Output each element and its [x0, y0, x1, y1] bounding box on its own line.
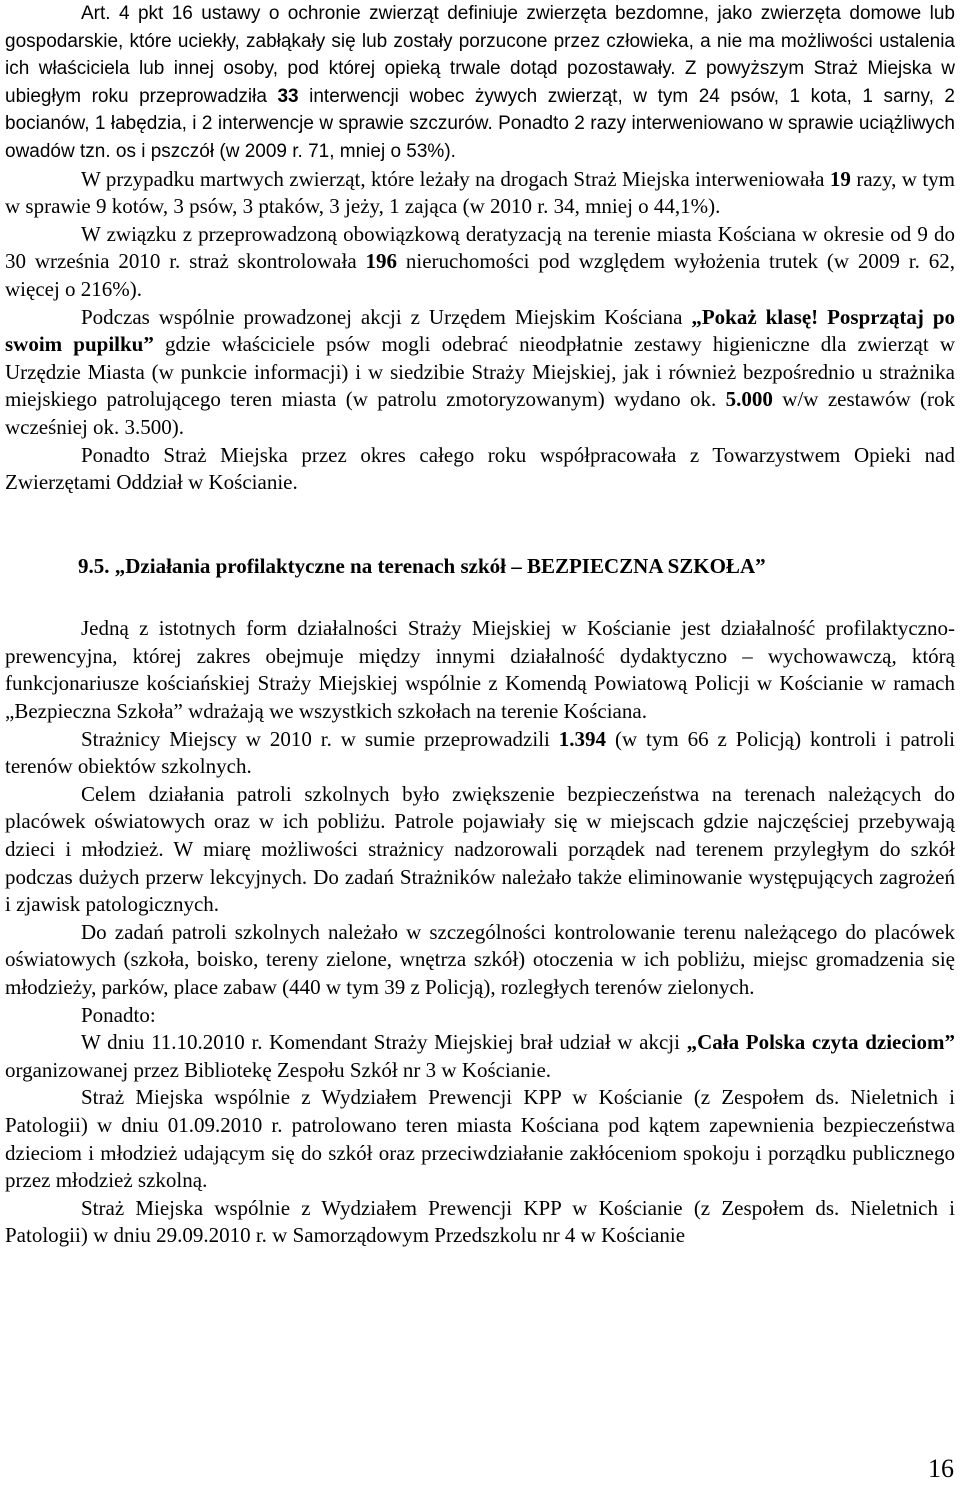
paragraph-ponadto: Ponadto:: [81, 1002, 156, 1027]
paragraph-toz-cooperation: Ponadto Straż Miejska przez okres całego roku współpracowała z Towarzystwem Opieki nad Zwierzętami Oddział w Kościanie.: [5, 442, 955, 495]
paragraph-patrol-0109: Straż Miejska wspólnie z Wydziałem Prewencji KPP w Kościanie (z Zespołem ds. Nieletnich i Patologii) w dniu 01.09.2010 r. patrolowano teren miasta Kościana pod kątem zapewnienia bezpieczeństwa dzieciom i młodzież udającym się do szkół oraz przeciwdziałanie zakłóceniom spokoju i porządku publicznego przez młodzież szkolną.: [5, 1085, 955, 1193]
page-number: 16: [928, 1454, 954, 1483]
paragraph-patrol-count: Strażnicy Miejscy w 2010 r. w sumie przeprowadzili 1.394 (w tym 66 z Policją) kontroli i patroli terenów obiektów szkolnych.: [5, 726, 955, 779]
section-heading: 9.5. „Działania profilaktyczne na terenach szkół – BEZPIECZNA SZKOŁA”: [78, 553, 766, 578]
animals-block: [0, 0, 960, 166]
paragraph-deratization: W związku z przeprowadzoną obowiązkową deratyzacją na terenie miasta Kościana w okresie od 9 do 30 września 2010 r. straż skontrolowała 196 nieruchomości pod względem wyłożenia trutek (w 2009 r. 62, więcej o 216%).: [5, 221, 955, 301]
paragraph-dead-animals: W przypadku martwych zwierząt, które leżały na drogach Straż Miejska interweniowała 19 razy, w tym w sprawie 9 kotów, 3 psów, 3 ptaków, 3 jeży, 1 zająca (w 2010 r. 34, mniej o 44,1%).: [5, 166, 956, 219]
paragraph-reading-action: W dniu 11.10.2010 r. Komendant Straży Miejskiej brał udział w akcji „Cała Polska czyta dzieciom” organizowanej przez Bibliotekę Zespołu Szkół nr 3 w Kościanie.: [5, 1030, 956, 1082]
paragraph-stray-animals: Art. 4 pkt 16 ustawy o ochronie zwierząt definiuje zwierzęta bezdomne, jako zwierzęta domowe lub gospodarskie, które uciekły, zabłąkały się lub zostały porzucone przez człowieka, a nie ma możliwości ustalenia ich właściciela lub innej osoby, pod której opieką trwale dotąd pozostawały. Z powyższym Straż Miejska w ubiegłym roku przeprowadziła 33 interwencji wobec żywych zwierząt, w tym 24 psów, 1 kota, 1 sarny, 2 bocianów, 1 łabędzia, i 2 interwencje w sprawie szczurów. Ponadto 2 razy interweniowano w sprawie uciążliwych owadów tzn. os i pszczół (w 2009 r. 71, mniej o 53%).: [5, 3, 955, 162]
paragraph-pokaz-klase: Podczas wspólnie prowadzonej akcji z Urzędem Miejskim Kościana „Pokaż klasę! Posprzątaj po swoim pupilku” gdzie właściciele psów mogli odebrać nieodpłatnie zestawy higieniczne dla zwierząt w Urzędzie Miasta (w punkcie informacji) i w siedzibie Straży Miejskiej, jak i również bezpośrednio u strażnika miejskiego patrolującego teren miasta (w patrolu zmotoryzowanym) wydano ok. 5.000 w/w zestawów (rok wcześniej ok. 3.500).: [5, 304, 956, 439]
paragraph-patrol-2909: Straż Miejska wspólnie z Wydziałem Prewencji KPP w Kościanie (z Zespołem ds. Nieletnich i Patologii) w dniu 29.09.2010 r. w Samorządowym Przedszkolu nr 4 w Kościanie: [5, 1195, 955, 1248]
paragraph-patrol-tasks: Do zadań patroli szkolnych należało w szczególności kontrolowanie terenu należącego do placówek oświatowych (szkoła, boisko, tereny zielone, wnętrza szkół) otoczenia w ich pobliżu, miejsc gromadzenia się młodzieży, parków, place zabaw (440 w tym 39 z Policją), rozległych terenów zielonych.: [5, 919, 955, 999]
paragraph-patrol-goal: Celem działania patroli szkolnych było zwiększenie bezpieczeństwa na terenach należących do placówek oświatowych oraz w ich pobliżu. Patrole pojawiały się w miejscach gdzie najczęściej przebywają dzieci i młodzież. W miarę możliwości strażnicy nadzorowali porządek nad terenem przyległym do szkół podczas dużych przerw lekcyjnych. Do zadań Strażników należało także eliminowanie występujących zagrożeń i zjawisk patologicznych.: [5, 781, 955, 917]
paragraph-prevention: Jedną z istotnych form działalności Straży Miejskiej w Kościanie jest działalność profilaktyczno-prewencyjna, której zakres obejmuje między innymi działalność dydaktyczno – wychowawczą, którą funkcjonariusze kościańskiej Straży Miejskiej wspólnie z Komendą Powiatową Policji w Kościanie w ramach „Bezpieczna Szkoła” wdrażają we wszystkich szkołach na terenie Kościana.: [5, 616, 955, 724]
